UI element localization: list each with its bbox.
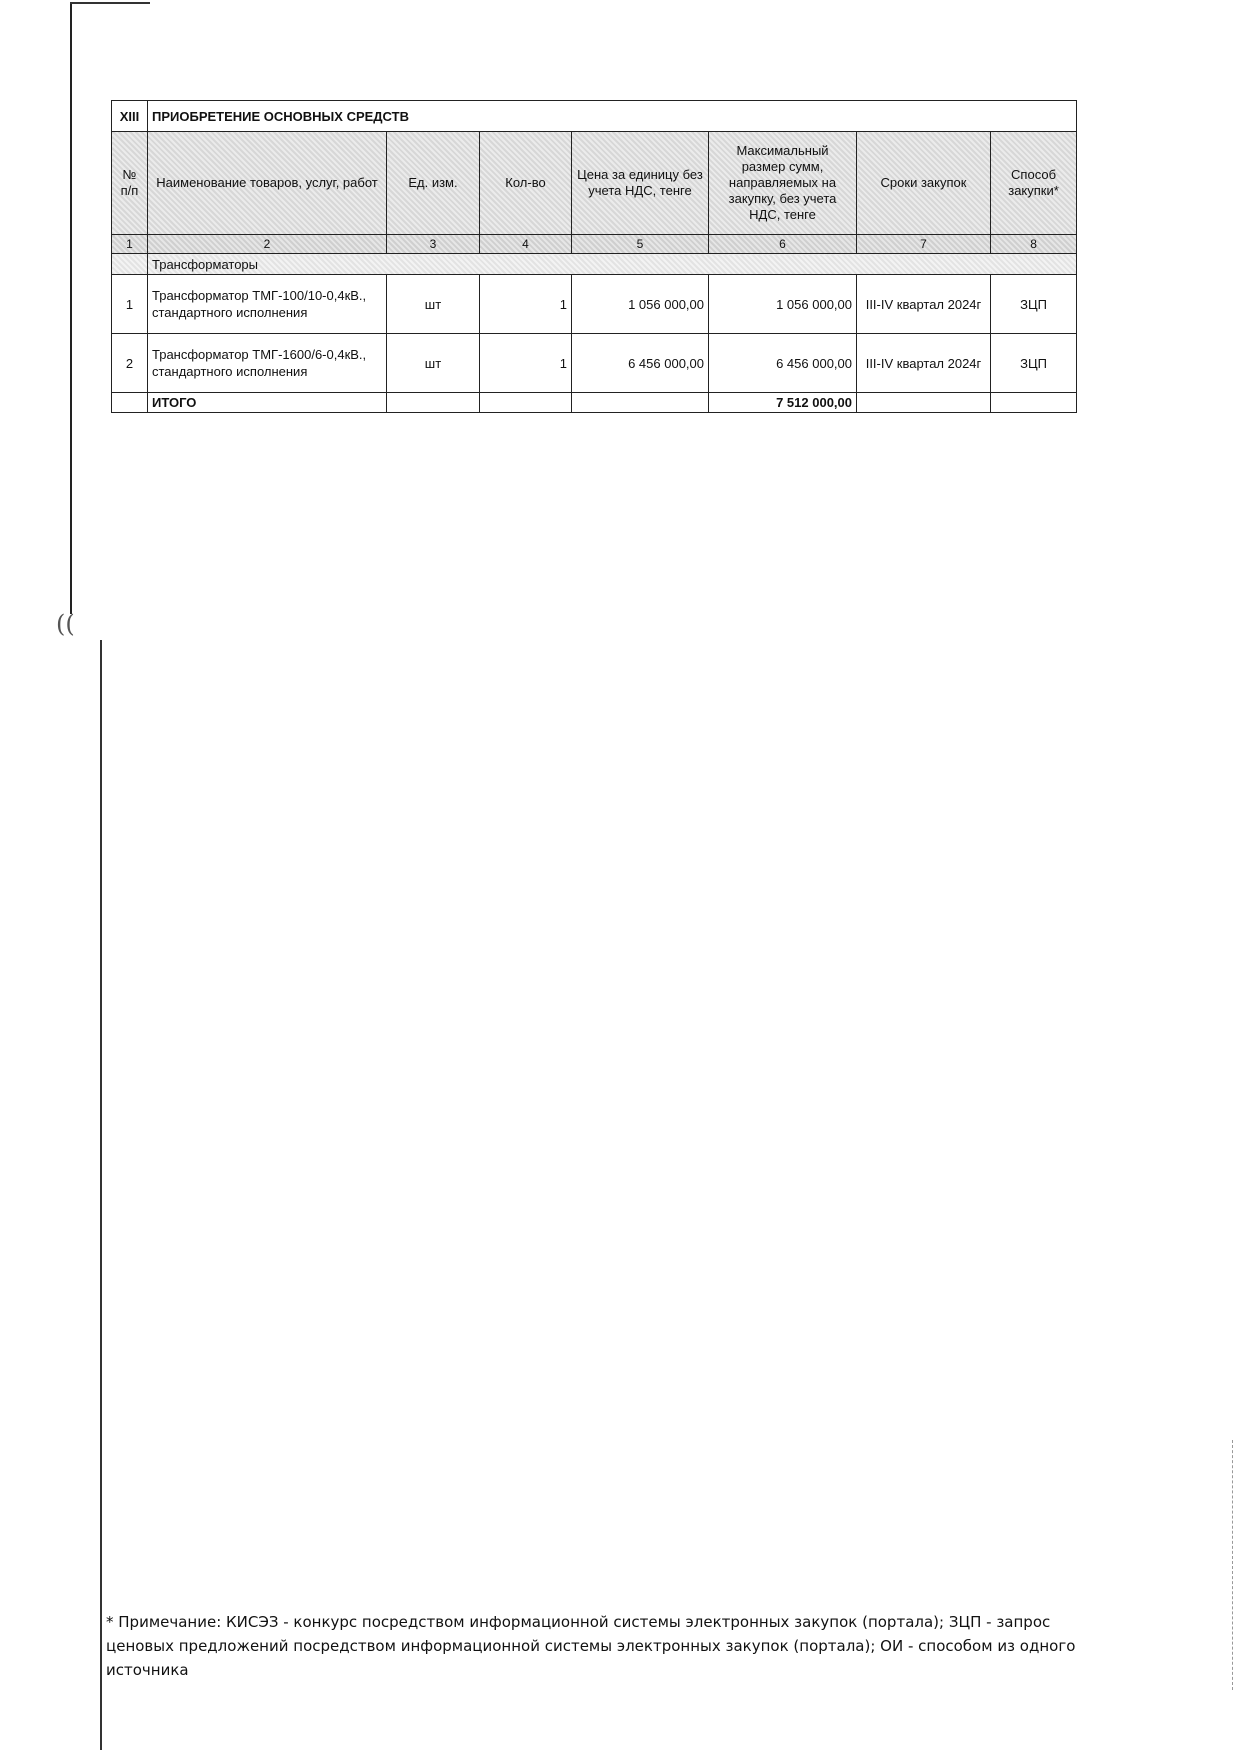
row-qty: 1: [480, 275, 572, 334]
table-row: [112, 275, 1077, 334]
row-amount: 6 456 000,00: [709, 334, 857, 393]
total-label: ИТОГО: [148, 393, 387, 413]
row-qty: 1: [480, 334, 572, 393]
row-num: 1: [112, 275, 148, 334]
row-amount: 1 056 000,00: [709, 275, 857, 334]
group-row: [112, 254, 1077, 275]
scan-margin-line: [100, 640, 102, 1750]
header-unit: Ед. изм.: [387, 132, 480, 235]
scan-edge-right: [1232, 1440, 1234, 1690]
header-qty: Кол-во: [480, 132, 572, 235]
scan-artifact-mark: ((: [56, 610, 75, 638]
column-number: 7: [857, 235, 991, 254]
header-method: Способ закупки*: [991, 132, 1077, 235]
header-period: Сроки закупок: [857, 132, 991, 235]
row-method: ЗЦП: [991, 334, 1077, 393]
column-number: 2: [148, 235, 387, 254]
column-number: 8: [991, 235, 1077, 254]
header-price: Цена за единицу без учета НДС, тенге: [572, 132, 709, 235]
column-number: 4: [480, 235, 572, 254]
row-period: III-IV квартал 2024г: [857, 334, 991, 393]
row-method: ЗЦП: [991, 275, 1077, 334]
scan-edge-left: [70, 4, 72, 614]
header-num: № п/п: [112, 132, 148, 235]
row-name: Трансформатор ТМГ-100/10-0,4кВ., стандартного исполнения: [148, 275, 387, 334]
row-name: Трансформатор ТМГ-1600/6-0,4кВ., стандартного исполнения: [148, 334, 387, 393]
fixed-assets-table: [111, 100, 1077, 413]
header-name: Наименование товаров, услуг, работ: [148, 132, 387, 235]
scan-edge-top: [70, 2, 150, 4]
row-unit: шт: [387, 334, 480, 393]
footnote: * Примечание: КИСЭЗ - конкурс посредством информационной системы электронных закупок (портала); ЗЦП - запрос ценовых предложений посредством информационной системы электронных закупок (портала); ОИ - способом из одного источника: [106, 1613, 1076, 1679]
column-number: 1: [112, 235, 148, 254]
header-amount: Максимальный размер сумм, направляемых на закупку, без учета НДС, тенге: [709, 132, 857, 235]
row-num: 2: [112, 334, 148, 393]
section-code: XIII: [112, 101, 148, 132]
section-row: [112, 101, 1077, 132]
column-number: 5: [572, 235, 709, 254]
row-period: III-IV квартал 2024г: [857, 275, 991, 334]
row-unit: шт: [387, 275, 480, 334]
column-number: 3: [387, 235, 480, 254]
column-number: 6: [709, 235, 857, 254]
row-price: 1 056 000,00: [572, 275, 709, 334]
total-amount: 7 512 000,00: [709, 393, 857, 413]
total-row: [112, 393, 1077, 413]
group-label: Трансформаторы: [148, 254, 1077, 275]
table-row: [112, 334, 1077, 393]
section-title: ПРИОБРЕТЕНИЕ ОСНОВНЫХ СРЕДСТВ: [148, 101, 1077, 132]
column-numbers-row: [112, 235, 1077, 254]
header-row: [112, 132, 1077, 235]
row-price: 6 456 000,00: [572, 334, 709, 393]
